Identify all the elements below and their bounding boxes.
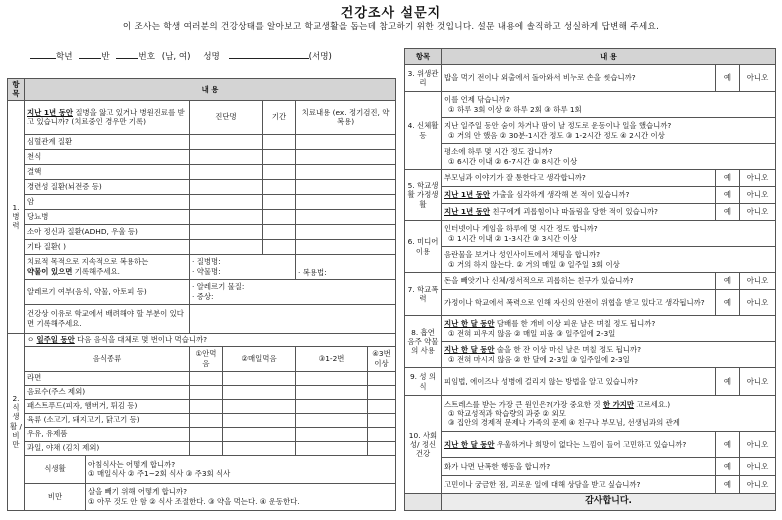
class-label: 반 bbox=[101, 52, 110, 62]
answer-cell[interactable] bbox=[190, 413, 223, 427]
exercise-question[interactable]: 지난 일주일 동안 숨이 차거나 땀이 날 정도로 운동이나 일을 했습니까? ① 거의 안 했음 ② 30분-1시간 정도 ③ 1-2시간 정도 ④ 2시간 이상 bbox=[442, 118, 776, 144]
diagnosis-column-header: 진단명 bbox=[190, 100, 263, 134]
drinking-question[interactable]: 지난 한 달 동안 술을 한 잔 이상 마신 날은 며칠 정도 됩니까? ① 전혀 마시지 않음 ② 한 달에 2-3일 ③ 일주일에 2-3일 bbox=[442, 342, 776, 368]
treatment-cell[interactable] bbox=[296, 224, 396, 239]
period-cell[interactable] bbox=[263, 194, 296, 209]
allergy-question: 알레르기 여부(음식, 약물, 아토피 등) bbox=[25, 279, 190, 304]
no-option[interactable]: 아니오 bbox=[740, 204, 776, 221]
yes-option[interactable]: 예 bbox=[716, 187, 740, 204]
disease-row: 소아 정신과 질환(ADHD, 우울 등) bbox=[25, 224, 190, 239]
section-4-label: 4. 신체활동 bbox=[405, 92, 442, 170]
medication-dose-field[interactable]: · 복용법: bbox=[296, 254, 396, 279]
violence-question: 가정이나 학교에서 폭력으로 인해 자신의 안전이 위협을 받고 있다고 생각됩니까? bbox=[442, 290, 716, 316]
allergy-fields[interactable]: · 알레르기 물질: · 증상: bbox=[190, 279, 396, 304]
answer-cell[interactable] bbox=[190, 441, 223, 455]
freq-header-never: ①안먹음 bbox=[190, 346, 223, 371]
left-header-item: 항목 bbox=[8, 79, 25, 101]
period-cell[interactable] bbox=[263, 134, 296, 149]
left-header-content: 내 용 bbox=[25, 79, 396, 101]
number-label: 번호 bbox=[138, 52, 155, 62]
parent-talk-question: 부모님과 이야기가 잘 통한다고 생각합니까? bbox=[442, 170, 716, 187]
toothbrush-question[interactable]: 이를 언제 닦습니까? ① 하루 3회 이상 ② 하루 2회 ③ 하루 1회 bbox=[442, 92, 776, 118]
answer-cell[interactable] bbox=[223, 441, 296, 455]
answer-cell[interactable] bbox=[368, 371, 396, 385]
period-cell[interactable] bbox=[263, 179, 296, 194]
thanks-spacer bbox=[405, 494, 442, 511]
treatment-column-header: 치료내용 (ex. 정기검진, 약 복용) bbox=[296, 100, 396, 134]
freq-header-daily: ②매일먹음 bbox=[223, 346, 296, 371]
sex-label: (남, 여) bbox=[161, 52, 191, 62]
adult-content-question[interactable]: 음란물을 보거나 성인사이트에서 채팅을 합니까? ① 거의 하지 않는다. ② 거의 매일 ③ 일주일 3회 이상 bbox=[442, 247, 776, 273]
thanks-message: 감사합니다. bbox=[442, 494, 776, 511]
meal-label: 식생활 bbox=[25, 455, 86, 483]
section-9-label: 9. 성 의식 bbox=[405, 368, 442, 396]
survey-intro: 이 조사는 학생 여러분의 건강상태를 알아보고 학교생활을 돕는데 참고하기 위한 것입니다. 설문 내용에 솔직하고 성실하게 답변해 주세요. bbox=[122, 22, 660, 32]
student-info-line bbox=[30, 50, 400, 62]
section-10-label: 10. 사회성/ 정신건강 bbox=[405, 396, 442, 494]
breakfast-question[interactable]: 아침식사는 어떻게 합니까? ① 매일식사 ② 주1~2회 식사 ③ 주3회 식사 bbox=[86, 455, 396, 483]
yes-option[interactable]: 예 bbox=[716, 476, 740, 494]
answer-cell[interactable] bbox=[368, 427, 396, 441]
weight-loss-question[interactable]: 살을 빼기 위해 어떻게 합니까? ① 아무 것도 안 함 ② 식사 조절한다. ③ 약을 먹는다. ④ 운동한다. bbox=[86, 483, 396, 510]
period-column-header: 기간 bbox=[263, 100, 296, 134]
illness-question: 지난 1년 동안 질병을 앓고 있거나 병원진료를 받고 있습니까? (치료중인 경우만 기록) bbox=[25, 100, 190, 134]
bullying-question: 지난 1년 동안 친구에게 괴롭힘이나 따돌림을 당한 적이 있습니까? bbox=[442, 204, 716, 221]
no-option[interactable]: 아니오 bbox=[740, 170, 776, 187]
period-cell[interactable] bbox=[263, 164, 296, 179]
section-1-label: 1. 병력 bbox=[8, 100, 25, 333]
food-row: 육류 (소고기, 돼지고기, 닭고기 등) bbox=[25, 413, 190, 427]
disease-row: 암 bbox=[25, 194, 190, 209]
no-option[interactable]: 아니오 bbox=[740, 65, 776, 92]
answer-cell[interactable] bbox=[368, 413, 396, 427]
diagnosis-cell[interactable] bbox=[190, 164, 263, 179]
stress-cause-question[interactable]: 스트레스를 받는 가장 큰 원인은?(가장 중요한 것 한 가지만 고르세요.) ① 학교성적과 학습량의 과중 ② 외모 ③ 집안의 경제적 문제나 가족의 문제 ④ 친구나 부모님, 선생님과의 관계 bbox=[442, 396, 776, 432]
answer-cell[interactable] bbox=[190, 385, 223, 399]
no-option[interactable]: 아니오 bbox=[740, 290, 776, 316]
yes-option[interactable]: 예 bbox=[716, 458, 740, 476]
treatment-cell[interactable] bbox=[296, 134, 396, 149]
diagnosis-cell[interactable] bbox=[190, 134, 263, 149]
food-frequency-question: ㅇ 일주일 동안 다음 음식을 대체로 몇 번이나 먹습니까? bbox=[25, 333, 396, 346]
disease-row: 심혈관계 질환 bbox=[25, 134, 190, 149]
treatment-cell[interactable] bbox=[296, 209, 396, 224]
diagnosis-cell[interactable] bbox=[190, 149, 263, 164]
section-3-label: 3. 위생관리 bbox=[405, 65, 442, 92]
answer-cell[interactable] bbox=[223, 427, 296, 441]
treatment-cell[interactable] bbox=[296, 239, 396, 254]
class-field[interactable] bbox=[79, 50, 101, 59]
section-6-label: 6. 미디어 이용 bbox=[405, 221, 442, 273]
answer-cell[interactable] bbox=[368, 441, 396, 455]
yes-option[interactable]: 예 bbox=[716, 204, 740, 221]
answer-cell[interactable] bbox=[190, 399, 223, 413]
no-option[interactable]: 아니오 bbox=[740, 187, 776, 204]
right-header-content: 내 용 bbox=[442, 49, 776, 65]
answer-cell[interactable] bbox=[223, 371, 296, 385]
runaway-question: 지난 1년 동안 가출을 심각하게 생각해 본 적이 있습니까? bbox=[442, 187, 716, 204]
treatment-cell[interactable] bbox=[296, 179, 396, 194]
no-option[interactable]: 아니오 bbox=[740, 368, 776, 396]
section-5-label: 5. 학교생활 가정생활 bbox=[405, 170, 442, 221]
disease-row: 천식 bbox=[25, 149, 190, 164]
disease-row: 결핵 bbox=[25, 164, 190, 179]
food-type-header: 음식종류 bbox=[25, 346, 190, 371]
answer-cell[interactable] bbox=[368, 385, 396, 399]
answer-cell[interactable] bbox=[368, 399, 396, 413]
yes-option[interactable]: 예 bbox=[716, 290, 740, 316]
diagnosis-cell[interactable] bbox=[190, 239, 263, 254]
treatment-cell[interactable] bbox=[296, 164, 396, 179]
sleep-question[interactable]: 평소에 하루 몇 시간 정도 잡니까? ① 6시간 이내 ② 6-7시간 ③ 8시간 이상 bbox=[442, 144, 776, 170]
answer-cell[interactable] bbox=[223, 385, 296, 399]
answer-cell[interactable] bbox=[296, 399, 368, 413]
freq-header-3plus: ④3번이상 bbox=[368, 346, 396, 371]
food-row: 라면 bbox=[25, 371, 190, 385]
section-2-label: 2. 식생활 / 비만 bbox=[8, 333, 25, 510]
yes-option[interactable]: 예 bbox=[716, 432, 740, 458]
period-cell[interactable] bbox=[263, 149, 296, 164]
medication-fields[interactable]: · 질병명: · 약물명: bbox=[190, 254, 296, 279]
diagnosis-cell[interactable] bbox=[190, 194, 263, 209]
period-cell[interactable] bbox=[263, 209, 296, 224]
section-7-label: 7. 학교폭력 bbox=[405, 273, 442, 316]
consideration-field[interactable] bbox=[190, 304, 396, 333]
no-option[interactable]: 아니오 bbox=[740, 432, 776, 458]
food-row: 패스트푸드(피자, 햄버거, 튀김 등) bbox=[25, 399, 190, 413]
diagnosis-cell[interactable] bbox=[190, 224, 263, 239]
consideration-question: 건강상 이유로 학교에서 배려해야 할 부분이 있다면 기록해주세요. bbox=[25, 304, 190, 333]
no-option[interactable]: 아니오 bbox=[740, 273, 776, 290]
period-cell[interactable] bbox=[263, 224, 296, 239]
anger-question: 화가 나면 난폭한 행동을 합니까? bbox=[442, 458, 716, 476]
medication-question: 치료적 목적으로 지속적으로 복용하는 약물이 있으면 기록해주세요. bbox=[25, 254, 190, 279]
freq-header-1-2: ③1-2번 bbox=[296, 346, 368, 371]
extortion-question: 돈을 빼앗기나 신체/정서적으로 괴롭히는 친구가 있습니까? bbox=[442, 273, 716, 290]
diagnosis-cell[interactable] bbox=[190, 179, 263, 194]
answer-cell[interactable] bbox=[223, 399, 296, 413]
section-8-label: 8. 흡연 음주 약물의 사용 bbox=[405, 316, 442, 368]
yes-option[interactable]: 예 bbox=[716, 368, 740, 396]
diagnosis-cell[interactable] bbox=[190, 209, 263, 224]
number-field[interactable] bbox=[116, 50, 138, 59]
disease-row: 기타 질환( ) bbox=[25, 239, 190, 254]
answer-cell[interactable] bbox=[296, 371, 368, 385]
no-option[interactable]: 아니오 bbox=[740, 476, 776, 494]
answer-cell[interactable] bbox=[296, 413, 368, 427]
yes-option[interactable]: 예 bbox=[716, 273, 740, 290]
obesity-label: 비만 bbox=[25, 483, 86, 510]
counseling-question: 고민이나 궁금한 점, 괴로운 일에 대해 상담을 받고 싶습니까? bbox=[442, 476, 716, 494]
name-field[interactable] bbox=[229, 50, 309, 59]
left-survey-table bbox=[7, 78, 396, 511]
answer-cell[interactable] bbox=[296, 441, 368, 455]
right-survey-table bbox=[404, 48, 776, 511]
contraception-question: 피임법, 에이즈나 성병에 걸리지 않는 방법을 알고 있습니까? bbox=[442, 368, 716, 396]
yes-option[interactable]: 예 bbox=[716, 65, 740, 92]
answer-cell[interactable] bbox=[296, 385, 368, 399]
right-header-item: 항목 bbox=[405, 49, 442, 65]
smoking-question[interactable]: 지난 한 달 동안 담배를 한 개비 이상 피운 날은 며칠 정도 됩니까? ① 전혀 피우지 않음 ② 매일 피움 ③ 일주일에 2-3일 bbox=[442, 316, 776, 342]
disease-row: 경련성 질환(뇌전증 등) bbox=[25, 179, 190, 194]
food-row: 음료수(주스 제외) bbox=[25, 385, 190, 399]
period-cell[interactable] bbox=[263, 239, 296, 254]
answer-cell[interactable] bbox=[296, 427, 368, 441]
internet-use-question[interactable]: 인터넷이나 게임을 하루에 몇 시간 정도 합니까? ① 1시간 이내 ② 1-3시간 ③ 3시간 이상 bbox=[442, 221, 776, 247]
yes-option[interactable]: 예 bbox=[716, 170, 740, 187]
answer-cell[interactable] bbox=[223, 413, 296, 427]
treatment-cell[interactable] bbox=[296, 194, 396, 209]
grade-field[interactable] bbox=[30, 50, 56, 59]
grade-label: 학년 bbox=[56, 52, 73, 62]
no-option[interactable]: 아니오 bbox=[740, 458, 776, 476]
sign-label: (서명) bbox=[308, 52, 332, 62]
food-row: 우유, 유제품 bbox=[25, 427, 190, 441]
food-row: 과일, 야채 (김치 제외) bbox=[25, 441, 190, 455]
depression-question: 지난 한 달 동안 우울하거나 희망이 없다는 느낌이 들어 고민하고 있습니까? bbox=[442, 432, 716, 458]
survey-title: 건강조사 설문지 bbox=[340, 6, 442, 21]
treatment-cell[interactable] bbox=[296, 149, 396, 164]
answer-cell[interactable] bbox=[190, 427, 223, 441]
handwash-question: 밥을 먹기 전이나 외출에서 돌아와서 비누로 손을 씻습니까? bbox=[442, 65, 716, 92]
name-label: 성명 bbox=[203, 52, 220, 62]
answer-cell[interactable] bbox=[190, 371, 223, 385]
disease-row: 당뇨병 bbox=[25, 209, 190, 224]
